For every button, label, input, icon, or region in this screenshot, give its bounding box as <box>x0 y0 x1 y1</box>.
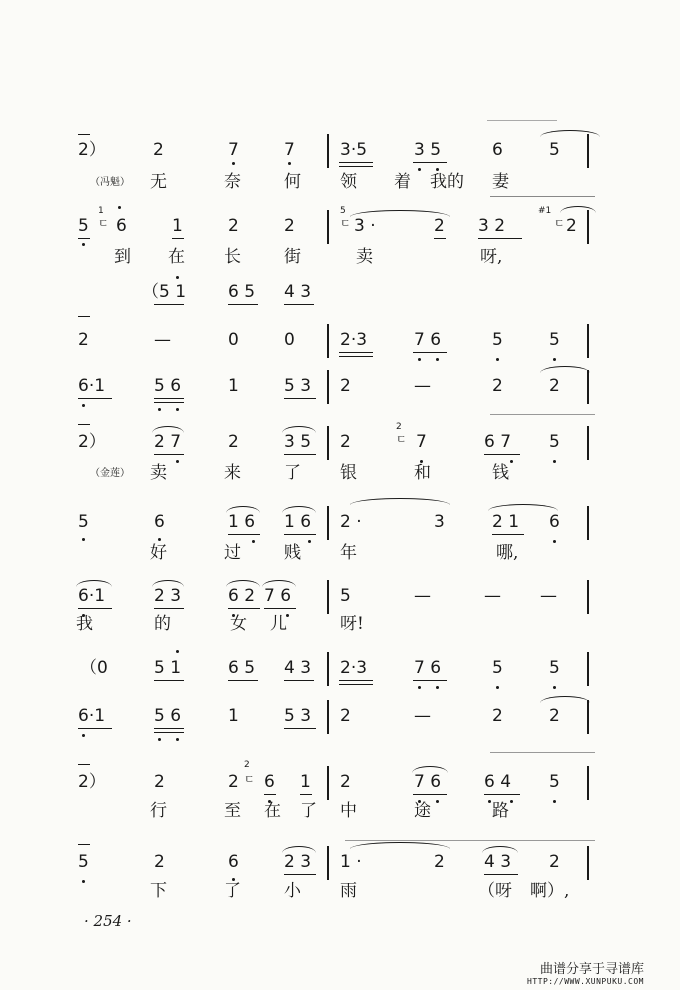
note: 2 <box>78 330 89 350</box>
watermark-footer <box>527 958 644 986</box>
lyric: 儿 <box>270 614 287 634</box>
note: 2 <box>434 216 445 236</box>
underline <box>339 162 373 163</box>
note: 5 <box>549 140 560 160</box>
tie <box>76 580 112 587</box>
underline <box>154 398 184 399</box>
note: 2 3 <box>154 586 182 606</box>
bar-line <box>327 324 329 358</box>
note: 2·3 <box>340 330 368 350</box>
underline <box>78 238 90 239</box>
lyric: 了 <box>224 881 241 901</box>
bar-line <box>587 580 589 614</box>
underline <box>284 534 316 535</box>
underline <box>484 874 518 875</box>
underline <box>228 608 260 609</box>
note: 2 7 <box>154 432 182 452</box>
underline <box>78 608 112 609</box>
octave-dot <box>553 540 556 543</box>
lyric: 我 <box>76 614 93 634</box>
lyric: 奈 <box>224 172 241 192</box>
underline <box>339 352 373 353</box>
lyric: 了 <box>300 801 317 821</box>
note: 6 <box>116 216 127 236</box>
octave-dot <box>436 800 439 803</box>
octave-dot <box>176 460 179 463</box>
bar-line <box>327 846 329 880</box>
underline <box>228 680 258 681</box>
bar-line <box>587 652 589 686</box>
underline <box>284 454 316 455</box>
octave-dot <box>158 738 161 741</box>
octave-dot <box>418 686 421 689</box>
octave-dot <box>510 460 513 463</box>
brace-mark <box>78 424 90 425</box>
note: 6 <box>228 852 239 872</box>
bar-line <box>587 766 589 800</box>
bar-line <box>587 134 589 168</box>
octave-dot <box>288 162 291 165</box>
divider <box>490 414 595 415</box>
underline <box>484 794 520 795</box>
lyric: 我的 <box>430 172 464 192</box>
lyric: 到 <box>114 247 131 267</box>
brace-mark <box>78 764 90 765</box>
note: — <box>414 376 431 396</box>
note: 6 7 <box>484 432 512 452</box>
note: 2 <box>492 376 503 396</box>
lyric: 至 <box>224 801 241 821</box>
note: 5 <box>78 216 89 236</box>
underline <box>284 398 316 399</box>
octave-dot <box>418 168 421 171</box>
note: 6 <box>264 772 275 792</box>
underline <box>154 608 184 609</box>
note: — <box>484 586 501 606</box>
note: 3 · <box>354 216 376 236</box>
lyric: 中 <box>340 801 357 821</box>
lyric: 路 <box>492 801 509 821</box>
lyric: 卖 <box>150 463 167 483</box>
underline <box>264 794 276 795</box>
note: 2 <box>284 216 295 236</box>
note: 2·3 <box>340 658 368 678</box>
note: 2 <box>153 140 164 160</box>
octave-dot <box>118 206 121 209</box>
note: 2） <box>78 140 106 160</box>
tie <box>152 426 184 433</box>
note: （0 <box>80 658 108 678</box>
note: 6·1 <box>78 376 106 396</box>
underline <box>154 732 184 733</box>
grace-note: #1 <box>538 206 552 216</box>
octave-dot <box>176 408 179 411</box>
lyric: 领 <box>340 172 357 192</box>
brace-mark <box>78 316 90 317</box>
note: 2 <box>228 432 239 452</box>
note: 7 6 <box>264 586 292 606</box>
lyric: 来 <box>224 463 241 483</box>
note: 1 <box>228 706 239 726</box>
lyric: 下 <box>150 881 167 901</box>
lyric: 街 <box>284 247 301 267</box>
bar-line <box>587 506 589 540</box>
tie <box>560 206 596 213</box>
underline <box>284 304 314 305</box>
lyric: 无 <box>150 172 167 192</box>
note: 4 3 <box>284 282 312 302</box>
grace-arrow: ㄷ <box>98 217 109 230</box>
note: 5 <box>340 586 351 606</box>
note: 6·1 <box>78 586 106 606</box>
lyric: 在 <box>264 801 281 821</box>
note: 5 1 <box>154 658 182 678</box>
brace-mark <box>78 844 90 845</box>
octave-dot <box>308 540 311 543</box>
note: 3 5 <box>284 432 312 452</box>
note: （5 1 <box>142 282 187 302</box>
underline <box>154 304 184 305</box>
tie <box>488 504 558 511</box>
lyric: 呀, <box>480 247 503 267</box>
octave-dot <box>553 686 556 689</box>
octave-dot <box>488 800 491 803</box>
note: 4 3 <box>284 658 312 678</box>
octave-dot <box>436 168 439 171</box>
octave-dot <box>158 538 161 541</box>
underline <box>284 728 316 729</box>
note: 3 <box>434 512 445 532</box>
note: 2 <box>228 772 239 792</box>
note: 5 <box>78 512 89 532</box>
octave-dot <box>176 650 179 653</box>
octave-dot <box>232 162 235 165</box>
octave-dot <box>436 358 439 361</box>
octave-dot <box>553 800 556 803</box>
lyric: 妻 <box>492 172 509 192</box>
note: — <box>154 330 171 350</box>
bar-line <box>327 426 329 460</box>
note: 7 <box>284 140 295 160</box>
tie <box>282 506 316 513</box>
lyric: 贱 <box>284 543 301 563</box>
note: 3 2 <box>478 216 506 236</box>
note: 6 5 <box>228 658 256 678</box>
lyric: 呀! <box>340 614 364 634</box>
underline <box>339 166 373 167</box>
tie <box>540 130 600 137</box>
octave-dot <box>436 686 439 689</box>
underline <box>339 680 373 681</box>
note: 2 <box>549 376 560 396</box>
lyric: 了 <box>284 463 301 483</box>
underline <box>484 454 520 455</box>
note: 6 <box>492 140 503 160</box>
underline <box>284 874 316 875</box>
grace-note: 5 <box>340 206 346 216</box>
tie <box>350 210 450 217</box>
underline <box>284 680 314 681</box>
note: 1 <box>172 216 183 236</box>
bar-line <box>327 766 329 800</box>
note: 2 <box>340 772 351 792</box>
note: 4 3 <box>484 852 512 872</box>
tie <box>482 846 518 853</box>
octave-dot <box>252 540 255 543</box>
underline <box>228 304 258 305</box>
bar-line <box>327 700 329 734</box>
note: 5 <box>549 658 560 678</box>
grace-arrow: ㄷ <box>244 773 255 786</box>
lyric: 行 <box>150 801 167 821</box>
octave-dot <box>510 800 513 803</box>
footer-title: 曲谱分享于寻谱库 <box>539 962 644 977</box>
grace-note: 2 <box>244 760 250 770</box>
octave-dot <box>418 358 421 361</box>
tie <box>282 426 316 433</box>
tie <box>226 506 260 513</box>
note: 5 <box>78 852 89 872</box>
tie <box>540 696 590 703</box>
lyric: 好 <box>150 543 167 563</box>
note: 2 · <box>340 512 362 532</box>
lyric: 过 <box>224 543 241 563</box>
footer-url: HTTP://WWW.XUNPUKU.COM <box>527 977 644 986</box>
grace-note: 2 <box>396 422 402 432</box>
note: 7 <box>416 432 427 452</box>
tie <box>350 842 450 849</box>
grace-note: 1 <box>98 206 104 216</box>
divider <box>487 120 557 121</box>
tie <box>540 366 590 373</box>
note: 1 · <box>340 852 362 872</box>
note: 1 6 <box>284 512 312 532</box>
octave-dot <box>82 538 85 541</box>
page-number: · 254 · <box>84 912 132 930</box>
note: 0 <box>228 330 239 350</box>
underline <box>154 402 184 403</box>
lyric: 长 <box>224 247 241 267</box>
lyric: 银 <box>340 463 357 483</box>
underline <box>154 728 184 729</box>
bar-line <box>327 210 329 244</box>
underline <box>78 398 112 399</box>
octave-dot <box>176 276 179 279</box>
underline <box>492 534 524 535</box>
note: 2 <box>549 706 560 726</box>
lyric: 哪, <box>496 543 519 563</box>
underline <box>413 352 447 353</box>
divider <box>490 196 595 197</box>
lyric: （呀 <box>478 881 512 901</box>
note: 2 <box>340 376 351 396</box>
note: — <box>414 586 431 606</box>
note: 1 6 <box>228 512 256 532</box>
lyric: 途 <box>414 801 431 821</box>
note: 7 <box>228 140 239 160</box>
grace-arrow: ㄷ <box>554 217 565 230</box>
underline <box>154 454 184 455</box>
note: 2 3 <box>284 852 312 872</box>
note: 1 <box>300 772 311 792</box>
octave-dot <box>158 408 161 411</box>
note: 0 <box>284 330 295 350</box>
note: 2 <box>492 706 503 726</box>
note: 3 5 <box>414 140 442 160</box>
note: 2 <box>154 772 165 792</box>
octave-dot <box>496 686 499 689</box>
octave-dot <box>82 404 85 407</box>
role-label: （冯魁） <box>90 177 130 188</box>
lyric: 卖 <box>356 247 373 267</box>
note: — <box>414 706 431 726</box>
underline <box>228 534 260 535</box>
note: 2） <box>78 432 106 452</box>
note: 7 6 <box>414 658 442 678</box>
note: 5 <box>549 330 560 350</box>
note: 5 <box>492 658 503 678</box>
divider <box>490 752 595 753</box>
note: 5 <box>492 330 503 350</box>
lyric: 何 <box>284 172 301 192</box>
tie <box>350 498 450 505</box>
note: 7 6 <box>414 772 442 792</box>
underline <box>413 680 447 681</box>
grace-arrow: ㄷ <box>396 433 407 446</box>
note: 2 <box>566 216 577 236</box>
note: 2 <box>340 432 351 452</box>
underline <box>339 684 373 685</box>
bar-line <box>327 370 329 404</box>
octave-dot <box>82 243 85 246</box>
lyric: 女 <box>230 614 247 634</box>
octave-dot <box>553 460 556 463</box>
bar-line <box>587 846 589 880</box>
bar-line <box>587 370 589 404</box>
octave-dot <box>553 358 556 361</box>
bar-line <box>327 506 329 540</box>
note: 2 <box>549 852 560 872</box>
underline <box>434 238 446 239</box>
underline <box>339 356 373 357</box>
underline <box>413 162 447 163</box>
note: 6·1 <box>78 706 106 726</box>
note: 2 <box>434 852 445 872</box>
lyric: 年 <box>340 543 357 563</box>
tie <box>226 580 260 587</box>
lyric: 啊）, <box>530 881 570 901</box>
note: 6 2 <box>228 586 256 606</box>
tie <box>152 580 184 587</box>
octave-dot <box>82 734 85 737</box>
lyric: 的 <box>154 614 171 634</box>
octave-dot <box>176 738 179 741</box>
underline <box>78 728 112 729</box>
note: 5 6 <box>154 706 182 726</box>
lyric: 在 <box>168 247 185 267</box>
note: 2 <box>228 216 239 236</box>
note: 3·5 <box>340 140 368 160</box>
divider <box>345 840 595 841</box>
note: 2） <box>78 772 106 792</box>
note: — <box>540 586 557 606</box>
bar-line <box>587 324 589 358</box>
note: 5 <box>549 772 560 792</box>
underline <box>172 238 184 239</box>
underline <box>264 608 296 609</box>
lyric: 小 <box>284 881 301 901</box>
note: 5 3 <box>284 706 312 726</box>
note: 5 <box>549 432 560 452</box>
bar-line <box>587 426 589 460</box>
note: 2 <box>154 852 165 872</box>
bar-line <box>327 580 329 614</box>
underline <box>478 238 522 239</box>
lyric: 雨 <box>340 881 357 901</box>
lyric: 钱 <box>492 463 509 483</box>
brace-mark <box>78 134 90 135</box>
note: 2 1 <box>492 512 520 532</box>
octave-dot <box>496 358 499 361</box>
underline <box>413 794 447 795</box>
tie <box>282 846 316 853</box>
note: 7 6 <box>414 330 442 350</box>
bar-line <box>327 134 329 168</box>
bar-line <box>587 210 589 244</box>
underline <box>300 794 312 795</box>
underline <box>154 680 184 681</box>
note: 5 3 <box>284 376 312 396</box>
note: 6 5 <box>228 282 256 302</box>
grace-arrow: ㄷ <box>340 217 351 230</box>
note: 2 <box>340 706 351 726</box>
note: 5 6 <box>154 376 182 396</box>
bar-line <box>327 652 329 686</box>
note: 6 <box>154 512 165 532</box>
bar-line <box>587 700 589 734</box>
tie <box>262 580 296 587</box>
octave-dot <box>82 880 85 883</box>
tie <box>412 766 448 773</box>
lyric: 和 <box>414 463 431 483</box>
note: 6 <box>549 512 560 532</box>
note: 1 <box>228 376 239 396</box>
note: 6 4 <box>484 772 512 792</box>
role-label: （金莲） <box>90 468 130 479</box>
lyric: 着 <box>394 172 411 192</box>
